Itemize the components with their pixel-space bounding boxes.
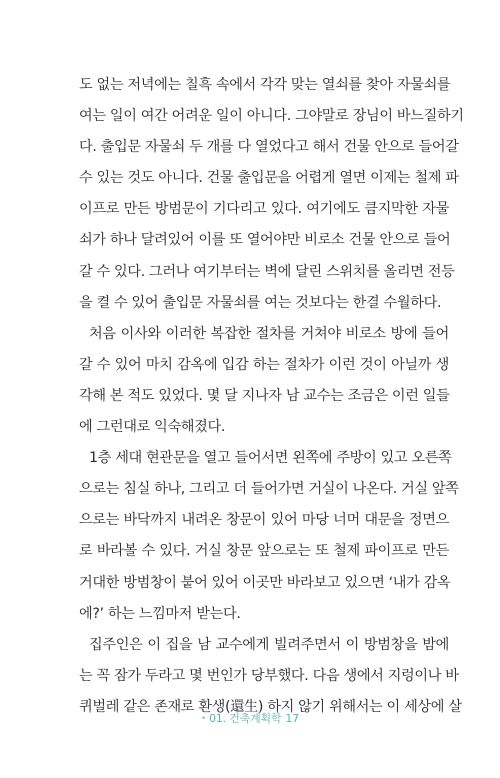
text-line: 각해 본 적도 있었다. 몇 달 지나자 남 교수는 조금은 이런 일들 (79, 387, 450, 404)
text-line: 거대한 방범창이 붙어 있어 이곳만 바라보고 있으면 ‘내가 감옥 (79, 574, 451, 591)
text-line: 으로는 바닥까지 내려온 창문이 있어 마당 너머 대문을 정면으 (79, 512, 449, 529)
text-line: 퀴벌레 같은 존재로 환생(還生) 하지 않기 위해서는 이 세상에 살 (79, 698, 462, 715)
text-line: 이프로 만든 방범문이 기다리고 있다. 여기에도 큼지막한 자물 (79, 201, 449, 218)
text-line: 을 켤 수 있어 출입문 자물쇠를 여는 것보다는 한결 수월하다. (79, 294, 442, 311)
text-line: 수 있는 것도 아니다. 건물 출입문을 어렵게 열면 이제는 철제 파 (79, 170, 459, 187)
text-line: 에 그런대로 익숙해졌다. (79, 419, 226, 436)
text-line: 쇠가 하나 달려있어 이를 또 열어야만 비로소 건물 안으로 들어 (79, 232, 451, 249)
text-line: 갈 수 있다. 그러나 여기부터는 벽에 달린 스위치를 올리면 전등 (79, 263, 455, 280)
page-number: 17 (285, 712, 300, 725)
text-line: 처음 이사와 이러한 복잡한 절차를 거쳐야 비로소 방에 들어 (89, 325, 449, 342)
text-line: 는 꼭 잠가 두라고 몇 번인가 당부했다. 다음 생에서 지렁이나 바 (79, 667, 459, 684)
text-line: 여는 일이 여간 어려운 일이 아니다. 그야말로 장님이 바느질하기 (79, 108, 464, 125)
text-line: 갈 수 있어 마치 감옥에 입감 하는 절차가 이런 것이 아닐까 생 (79, 356, 449, 373)
chapter-title: 01. 건축계획학 (209, 712, 282, 725)
text-line: 으로는 침실 하나, 그리고 더 들어가면 거실이 나온다. 거실 앞쪽 (79, 481, 459, 498)
text-line: 1층 세대 현관문을 열고 들어서면 왼쪽에 주방이 있고 오른쪽 (89, 450, 452, 467)
text-line: 로 바라볼 수 있다. 거실 창문 앞으로는 또 철제 파이프로 만든 (79, 543, 449, 560)
text-line: 도 없는 저녁에는 칠흑 속에서 각각 맞는 열쇠를 찾아 자물쇠를 (79, 77, 451, 93)
footer-bullet: • (200, 714, 207, 724)
page-footer (0, 712, 500, 726)
text-line: 다. 출입문 자물쇠 두 개를 다 열었다고 해서 건물 안으로 들어갈 (79, 139, 459, 156)
text-line: 집주인은 이 집을 남 교수에게 빌려주면서 이 방범창을 밤에 (89, 636, 449, 653)
text-line: 에?’ 하는 느낌마저 받는다. (79, 605, 241, 622)
body-text (79, 70, 464, 723)
